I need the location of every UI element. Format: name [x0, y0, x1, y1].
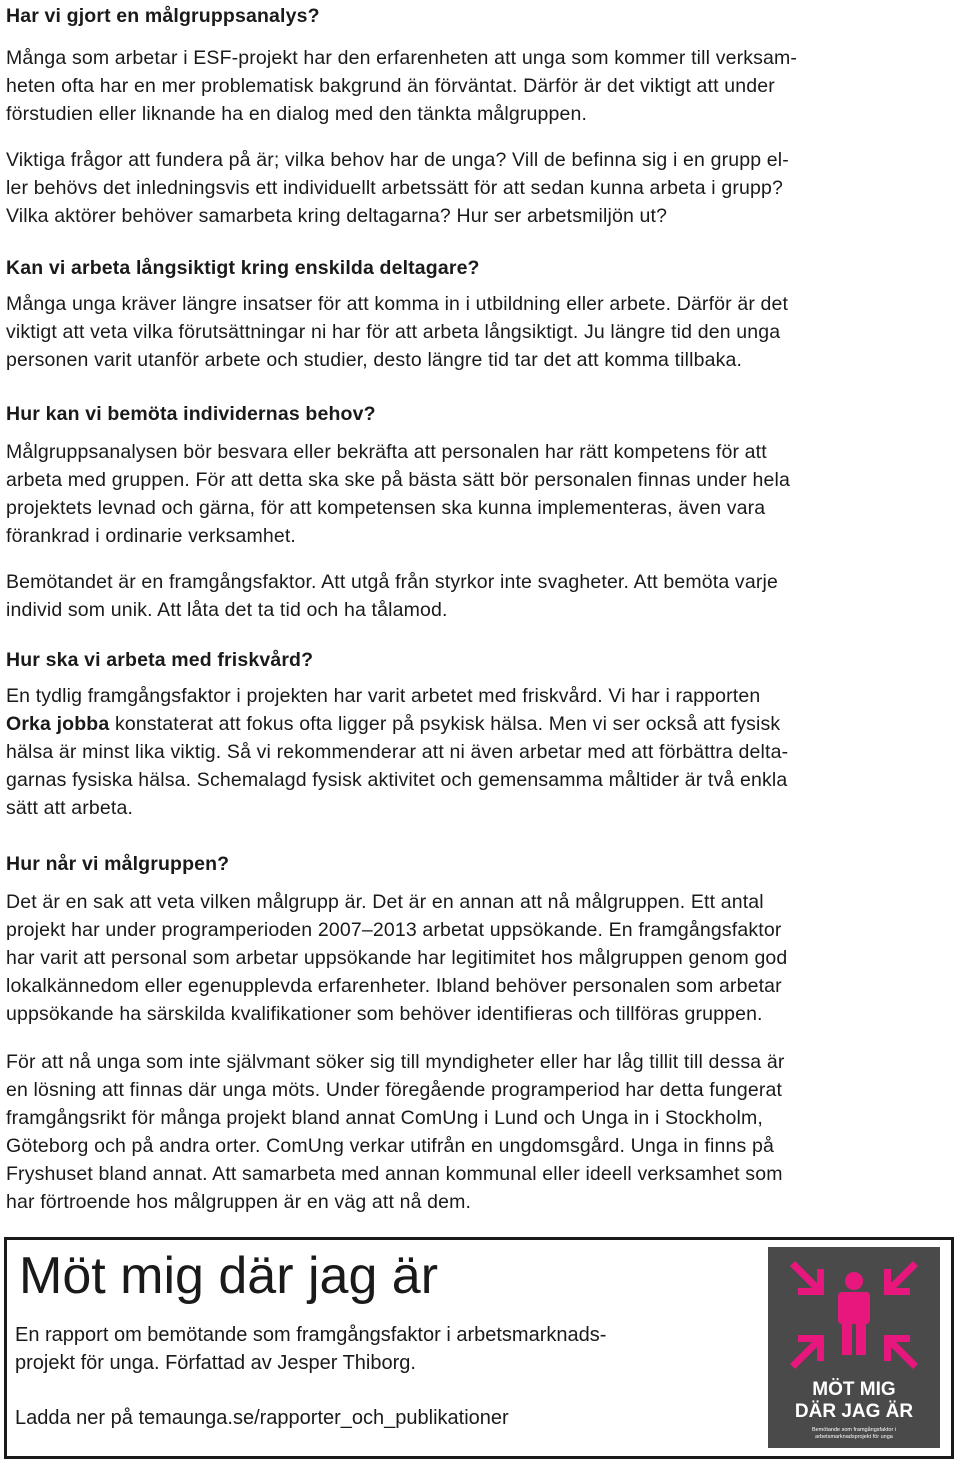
section-heading: Hur ska vi arbeta med friskvård?	[6, 649, 314, 671]
section-heading: Hur når vi målgruppen?	[6, 853, 230, 875]
promo-download-link[interactable]: Ladda ner på temaunga.se/rapporter_och_publikationer	[15, 1407, 509, 1429]
body-line: garnas fysiska hälsa. Schemalagd fysisk aktivitet och gemensamma måltider är två enkla	[6, 769, 788, 791]
body-line: heten ofta har en mer problematisk bakgrund än förväntat. Därför är det viktigt att under	[6, 75, 775, 97]
body-line: en lösning att finnas där unga möts. Under föregående programperiod har detta fungerat	[6, 1079, 783, 1101]
cover-title: DÄR JAG ÄR	[794, 1401, 914, 1422]
promo-title: Möt mig där jag är	[19, 1247, 439, 1305]
promo-description: En rapport om bemötande som framgångsfaktor i arbetsmarknads-	[15, 1324, 607, 1346]
report-title-emphasis: Orka jobba	[6, 713, 110, 735]
body-line: förankrad i ordinarie verksamhet.	[6, 525, 296, 547]
report-cover-image	[768, 1247, 940, 1448]
body-line: Vilka aktörer behöver samarbeta kring deltagarna? Hur ser arbetsmiljön ut?	[6, 205, 668, 227]
section-heading: Kan vi arbeta långsiktigt kring enskilda deltagare?	[6, 257, 480, 279]
body-line: Orka jobba konstaterat att fokus ofta ligger på psykisk hälsa. Men vi ser också att fysisk	[6, 713, 781, 735]
body-line: projekt har under programperioden 2007–2013 arbetat uppsökande. En framgångsfaktor	[6, 919, 782, 941]
body-line: Det är en sak att veta vilken målgrupp är. Det är en annan att nå målgruppen. Ett antal	[6, 891, 764, 913]
section-heading: Hur kan vi bemöta individernas behov?	[6, 403, 376, 425]
section-heading: Har vi gjort en målgruppsanalys?	[6, 5, 320, 27]
body-line: personen varit utanför arbete och studier, desto längre tid tar det att komma tillbaka.	[6, 349, 743, 371]
body-line: Många som arbetar i ESF-projekt har den erfarenheten att unga som kommer till verksam-	[6, 47, 798, 69]
cover-subtitle: arbetsmarknadsprojekt för unga	[815, 1434, 893, 1440]
body-line: Fryshuset bland annat. Att samarbeta med annan kommunal eller ideell verksamhet som	[6, 1163, 783, 1185]
cover-title: MÖT MIG	[812, 1379, 896, 1400]
body-line: har förtroende hos målgruppen är en väg att nå dem.	[6, 1191, 472, 1213]
body-line: viktigt att veta vilka förutsättningar ni har för att arbeta långsiktigt. Ju längre tid den unga	[6, 321, 781, 343]
body-line: framgångsrikt för många projekt bland annat ComUng i Lund och Unga in i Stockholm,	[6, 1107, 763, 1129]
body-line: ler behövs det inledningsvis ett individuellt arbetssätt för att sedan kunna arbeta i grupp?	[6, 177, 783, 199]
body-line: lokalkännedom eller egenupplevda erfarenheter. Ibland behöver personalen som arbetar	[6, 975, 782, 997]
body-line: Viktiga frågor att fundera på är; vilka behov har de unga? Vill de befinna sig i en grupp el-	[6, 149, 789, 171]
promo-description: projekt för unga. Författad av Jesper Thiborg.	[15, 1352, 416, 1374]
body-line: har varit att personal som arbetar uppsökande har legitimitet hos målgruppen genom god	[6, 947, 788, 969]
body-line: En tydlig framgångsfaktor i projekten har varit arbetet med friskvård. Vi har i rapporten	[6, 685, 761, 707]
body-line: Bemötandet är en framgångsfaktor. Att utgå från styrkor inte svagheter. Att bemöta varje	[6, 571, 778, 593]
body-line: För att nå unga som inte självmant söker sig till myndigheter eller har låg tillit till dessa är	[6, 1051, 785, 1073]
body-line: projektets levnad och gärna, för att kompetensen ska kunna implementeras, även vara	[6, 497, 766, 519]
body-line: förstudien eller liknande ha en dialog med den tänkta målgruppen.	[6, 103, 588, 125]
body-line: individ som unik. Att låta det ta tid och ha tålamod.	[6, 599, 448, 621]
body-line: Målgruppsanalysen bör besvara eller bekräfta att personalen har rätt kompetens för att	[6, 441, 767, 463]
body-line: hälsa är minst lika viktig. Så vi rekommenderar att ni även arbetar med att förbättra delta-	[6, 741, 789, 763]
body-line: Göteborg och på andra orter. ComUng verkar utifrån en ungdomsgård. Unga in finns på	[6, 1135, 774, 1157]
body-line: arbeta med gruppen. För att detta ska ske på bästa sätt bör personalen finnas under hela	[6, 469, 790, 491]
body-line: Många unga kräver längre insatser för att komma in i utbildning eller arbete. Därför är det	[6, 293, 789, 315]
cover-subtitle: Bemötande som framgångsfaktor i	[811, 1427, 897, 1433]
body-line: uppsökande ha särskilda kvalifikationer som behöver identifieras och tillföras gruppen.	[6, 1003, 763, 1025]
body-line: sätt att arbeta.	[6, 797, 134, 819]
